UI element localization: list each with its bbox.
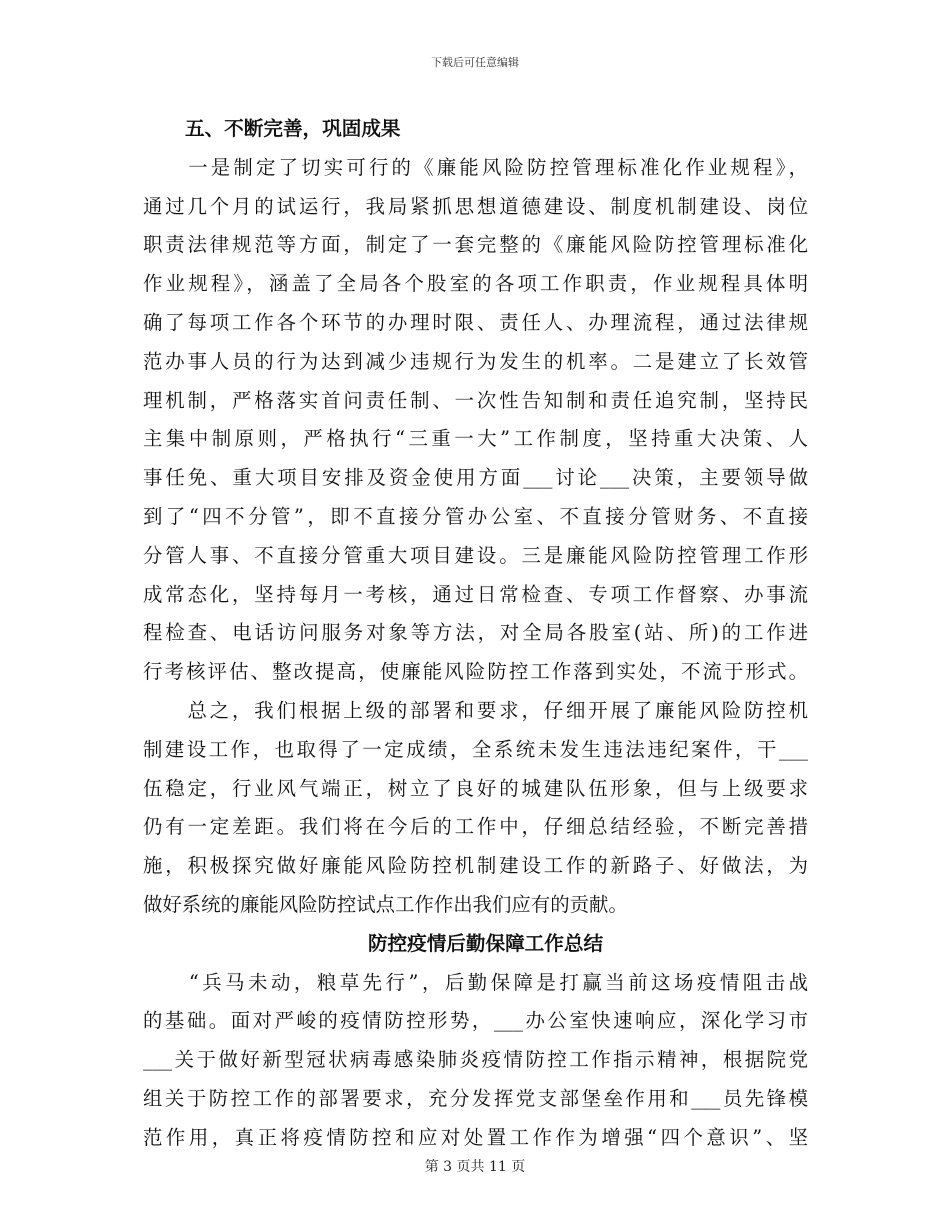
paragraph-line: 到了“四不分管”，即不直接分管办公室、不直接分管财务、不直接 bbox=[143, 504, 808, 528]
paragraph-line: 做好系统的廉能风险防控试点工作作出我们应有的贡献。 bbox=[143, 892, 628, 916]
paragraph-line: 施，积极探究做好廉能风险防控机制建设工作的新路子、好做法，为 bbox=[143, 854, 808, 878]
paragraph-line: 职责法律规范等方面，制定了一套完整的《廉能风险防控管理标准化 bbox=[143, 233, 808, 257]
paragraph-line: 行考核评估、整改提高，使廉能风险防控工作落到实处，不流于形式。 bbox=[143, 660, 808, 684]
article-title: 防控疫情后勤保障工作总结 bbox=[367, 931, 604, 955]
paragraph-line: 通过几个月的试运行，我局紧抓思想道德建设、制度机制建设、岗位 bbox=[143, 194, 808, 218]
paragraph-line: 作业规程》，涵盖了全局各个股室的各项工作职责，作业规程具体明 bbox=[143, 272, 808, 296]
paragraph-line: 总之，我们根据上级的部署和要求，仔细开展了廉能风险防控机 bbox=[143, 698, 808, 722]
paragraph-line: 成常态化，坚持每月一考核，通过日常检查、专项工作督察、办事流 bbox=[143, 582, 808, 606]
paragraph-line: 仍有一定差距。我们将在今后的工作中，仔细总结经验，不断完善措 bbox=[143, 815, 808, 839]
paragraph-line: 程检查、电话访问服务对象等方法，对全局各股室(站、所)的工作进 bbox=[143, 621, 808, 645]
page-header-note: 下载后可任意编辑 bbox=[431, 56, 519, 69]
paragraph-line: 分管人事、不直接分管重大项目建设。三是廉能风险防控管理工作形 bbox=[143, 543, 808, 567]
paragraph-line: 的基础。面对严峻的疫情防控形势，___办公室快速响应，深化学习市 bbox=[143, 1009, 808, 1033]
paragraph-line: 一是制定了切实可行的《廉能风险防控管理标准化作业规程》， bbox=[143, 155, 808, 179]
paragraph-line: 范办事人员的行为达到减少违规行为发生的机率。二是建立了长效管 bbox=[143, 349, 808, 373]
paragraph-line: 事任免、重大项目安排及资金使用方面___讨论___决策，主要领导做 bbox=[143, 466, 808, 490]
paragraph-line: 制建设工作，也取得了一定成绩，全系统未发生违法违纪案件，干___ bbox=[143, 737, 808, 761]
paragraph-line: 范作用，真正将疫情防控和应对处置工作作为增强“四个意识”、坚 bbox=[143, 1125, 808, 1149]
paragraph-line: 确了每项工作各个环节的办理时限、责任人、办理流程，通过法律规 bbox=[143, 310, 808, 334]
paragraph-line: “兵马未动，粮草先行”，后勤保障是打赢当前这场疫情阻击战 bbox=[143, 970, 808, 994]
paragraph-line: 理机制，严格落实首问责任制、一次性告知制和责任追究制，坚持民 bbox=[143, 388, 808, 412]
paragraph-line: 主集中制原则，严格执行“三重一大”工作制度，坚持重大决策、人 bbox=[143, 427, 808, 451]
section-heading: 五、不断完善，巩固成果 bbox=[185, 117, 401, 140]
page-number: 第 3 页共 11 页 bbox=[424, 1159, 526, 1175]
paragraph-line: 伍稳定，行业风气端正，树立了良好的城建队伍形象，但与上级要求 bbox=[143, 776, 808, 800]
paragraph-line: 组关于防控工作的部署要求，充分发挥党支部堡垒作用和___员先锋模 bbox=[143, 1086, 808, 1110]
document-body bbox=[143, 110, 808, 1158]
paragraph-line: ___关于做好新型冠状病毒感染肺炎疫情防控工作指示精神，根据院党 bbox=[143, 1048, 808, 1072]
